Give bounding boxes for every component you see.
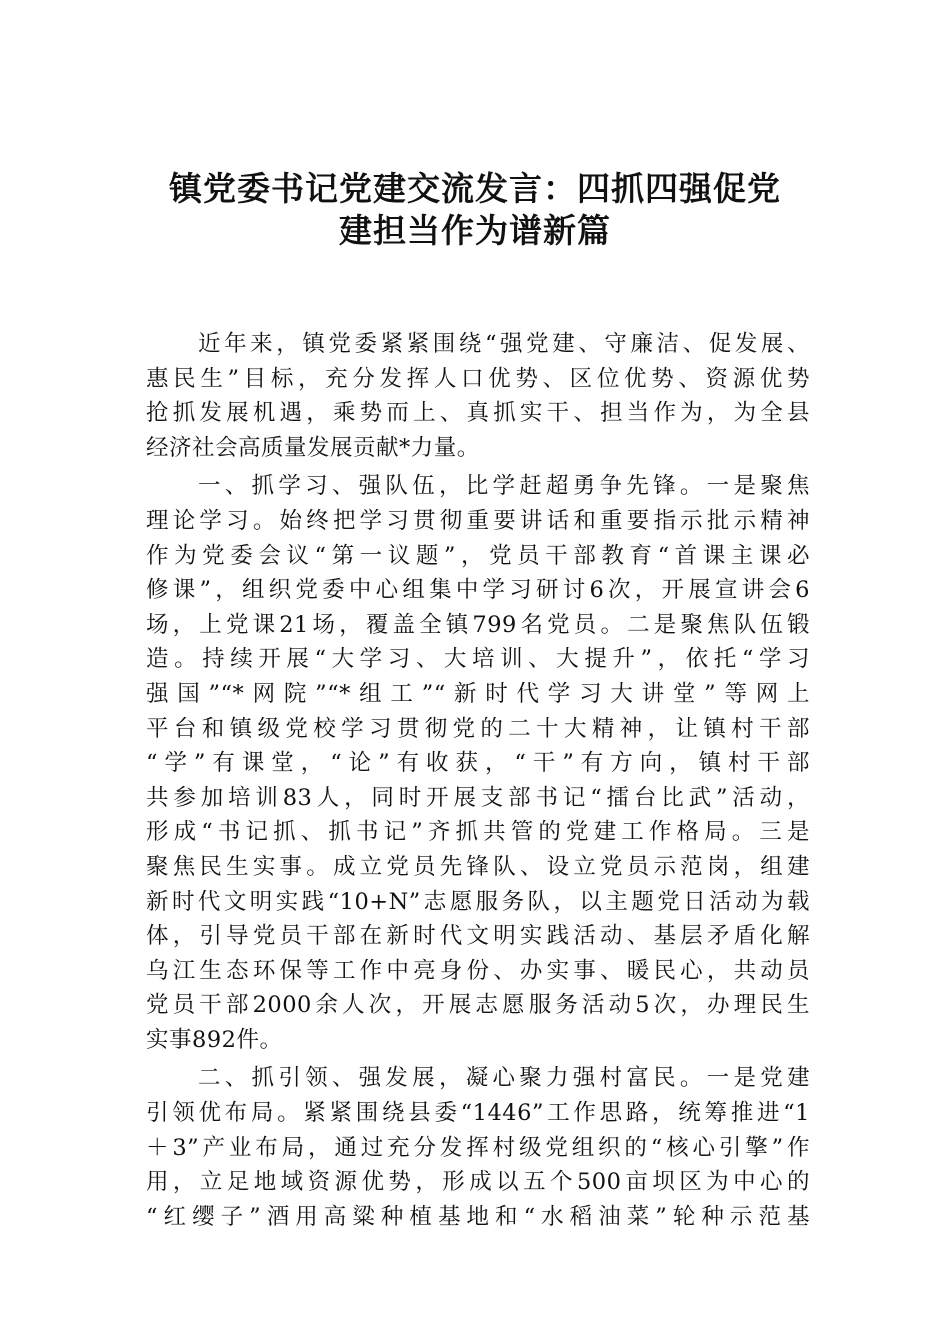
text-line: 惠民生”目标，充分发挥人口优势、区位优势、资源优势 [146, 365, 810, 392]
text-line: 体，引导党员干部在新时代文明实践活动、基层矛盾化解 [146, 923, 810, 950]
text-line: 党员干部2000余人次，开展志愿服务活动5次，办理民生 [146, 992, 810, 1019]
text-line: 共参加培训83人，同时开展支部书记“擂台比武”活动， [146, 784, 810, 811]
document-title-line-1: 镇党委书记党建交流发言：四抓四强促党 [169, 169, 781, 208]
text-line: 实事892件。 [146, 1026, 283, 1053]
text-line: 理论学习。始终把学习贯彻重要讲话和重要指示批示精神 [146, 507, 810, 534]
text-line: “学”有课堂，“论”有收获，“干”有方向，镇村干部 [146, 750, 810, 777]
text-line: 强国”“*网院”“*组工”“新时代学习大讲堂”等网上 [146, 680, 810, 707]
text-line: 场，上党课21场，覆盖全镇799名党员。二是聚焦队伍锻 [146, 611, 810, 638]
text-line: “红缨子”酒用高粱种植基地和“水稻油菜”轮种示范基 [146, 1203, 810, 1230]
document-body [146, 327, 810, 1238]
text-line: 造。持续开展“大学习、大培训、大提升”，依托“学习 [146, 646, 810, 673]
text-line: 作为党委会议“第一议题”，党员干部教育“首课主课必 [146, 542, 810, 569]
text-line: 二、抓引领、强发展，凝心聚力强村富民。一是党建 [198, 1065, 810, 1092]
text-line: 修课”，组织党委中心组集中学习研讨6次，开展宣讲会6 [146, 577, 810, 604]
text-line: 用，立足地域资源优势，形成以五个500亩坝区为中心的 [146, 1169, 810, 1196]
text-line: 经济社会高质量发展贡献*力量。 [146, 434, 480, 461]
text-line: ＋3”产业布局，通过充分发挥村级党组织的“核心引擎”作 [146, 1134, 810, 1161]
text-line: 一、抓学习、强队伍，比学赶超勇争先锋。一是聚焦 [198, 473, 810, 500]
paragraph-section-2 [146, 1061, 810, 1234]
text-line: 引领优布局。紧紧围绕县委“1446”工作思路，统筹推进“1 [146, 1100, 810, 1127]
text-line: 新时代文明实践“10+N”志愿服务队，以主题党日活动为载 [146, 888, 810, 915]
text-line: 乌江生态环保等工作中亮身份、办实事、暖民心，共动员 [146, 957, 810, 984]
text-line: 抢抓发展机遇，乘势而上、真抓实干、担当作为，为全县 [146, 400, 810, 427]
document-title-line-2: 建担当作为谱新篇 [339, 211, 611, 250]
text-line: 聚焦民生实事。成立党员先锋队、设立党员示范岗，组建 [146, 853, 810, 880]
text-line: 平台和镇级党校学习贯彻党的二十大精神，让镇村干部 [146, 715, 810, 742]
text-line: 近年来，镇党委紧紧围绕“强党建、守廉洁、促发展、 [198, 331, 810, 357]
paragraph-intro [146, 327, 810, 465]
text-line: 形成“书记抓、抓书记”齐抓共管的党建工作格局。三是 [146, 819, 810, 846]
paragraph-section-1 [146, 469, 810, 1057]
